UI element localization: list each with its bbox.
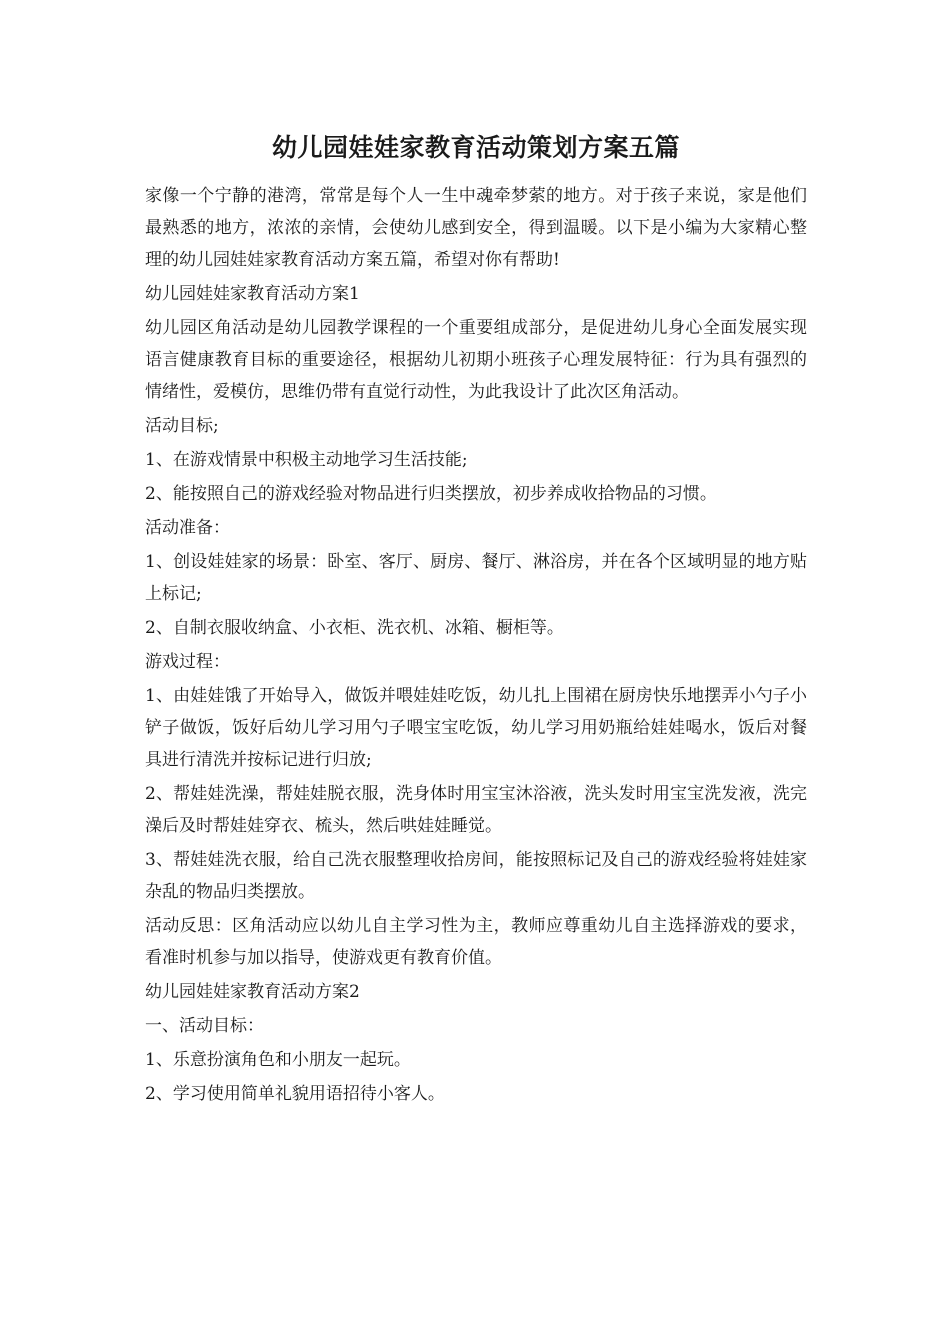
list-item: 1、由娃娃饿了开始导入，做饭并喂娃娃吃饭，幼儿扎上围裙在厨房快乐地摆弄小勺子小铲子做饭，饭好后幼儿学习用勺子喂宝宝吃饭，幼儿学习用奶瓶给娃娃喝水，饭后对餐具进行清洗并按标记进行归放; [145, 686, 807, 770]
subheading-goals: 一、活动目标： [145, 1016, 264, 1036]
list-item: 1、创设娃娃家的场景：卧室、客厅、厨房、餐厅、淋浴房，并在各个区域明显的地方贴上标记; [145, 552, 807, 604]
intro-paragraph: 家像一个宁静的港湾，常常是每个人一生中魂牵梦萦的地方。对于孩子来说，家是他们最熟悉的地方，浓浓的亲情，会使幼儿感到安全，得到温暖。以下是小编为大家精心整理的幼儿园娃娃家教育活动方案五篇，希望对你有帮助! [145, 186, 807, 270]
list-item: 2、学习使用简单礼貌用语招待小客人。 [145, 1084, 445, 1104]
body-paragraph: 幼儿园区角活动是幼儿园教学课程的一个重要组成部分，是促进幼儿身心全面发展实现语言健康教育目标的重要途径，根据幼儿初期小班孩子心理发展特征：行为具有强烈的情绪性，爱模仿，思维仍带有直觉行动性，为此我设计了此次区角活动。 [145, 318, 807, 402]
section-heading-plan-2: 幼儿园娃娃家教育活动方案2 [145, 982, 360, 1002]
section-heading-plan-1: 幼儿园娃娃家教育活动方案1 [145, 284, 360, 304]
list-item: 2、自制衣服收纳盒、小衣柜、洗衣机、冰箱、橱柜等。 [145, 618, 564, 638]
document-title: 幼儿园娃娃家教育活动策划方案五篇 [271, 133, 680, 162]
subheading-process: 游戏过程： [145, 652, 230, 672]
list-item: 2、能按照自己的游戏经验对物品进行归类摆放，初步养成收拾物品的习惯。 [145, 484, 717, 504]
document-body [145, 180, 807, 1110]
subheading-preparation: 活动准备： [145, 518, 230, 538]
list-item: 1、在游戏情景中积极主动地学习生活技能; [145, 450, 468, 470]
list-item: 2、帮娃娃洗澡，帮娃娃脱衣服，洗身体时用宝宝沐浴液，洗头发时用宝宝洗发液，洗完澡后及时帮娃娃穿衣、梳头，然后哄娃娃睡觉。 [145, 784, 807, 836]
list-item: 3、帮娃娃洗衣服，给自己洗衣服整理收拾房间，能按照标记及自己的游戏经验将娃娃家杂乱的物品归类摆放。 [145, 850, 807, 902]
subheading-goals: 活动目标; [145, 416, 219, 436]
document-page [145, 128, 807, 1112]
reflection-paragraph: 活动反思：区角活动应以幼儿自主学习性为主，教师应尊重幼儿自主选择游戏的要求，看准时机参与加以指导，使游戏更有教育价值。 [145, 916, 807, 968]
list-item: 1、乐意扮演角色和小朋友一起玩。 [145, 1050, 411, 1070]
